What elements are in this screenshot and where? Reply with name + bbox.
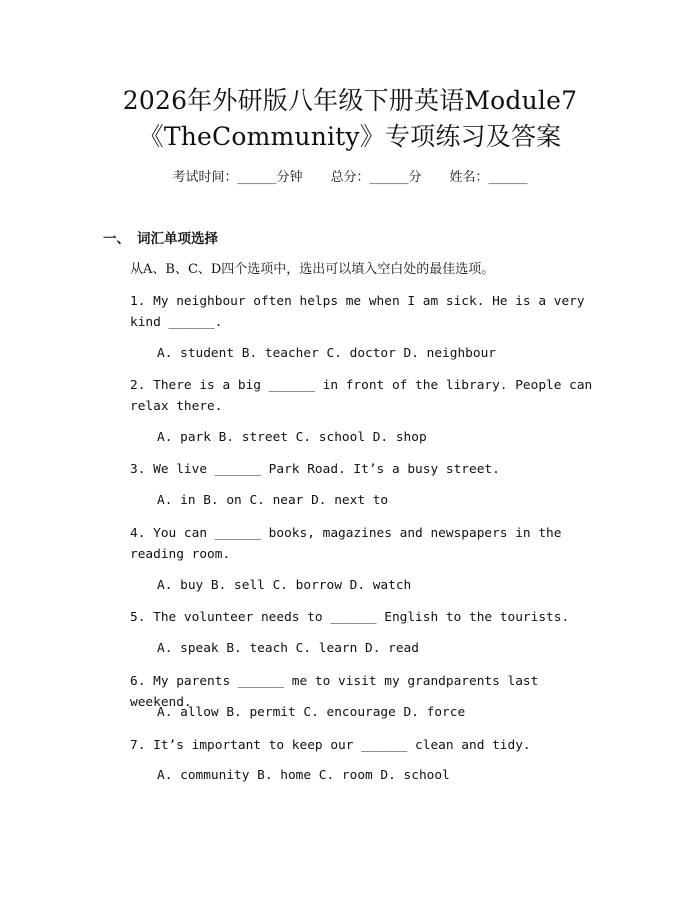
question-3 <box>103 459 593 480</box>
section-heading <box>103 229 218 249</box>
document-title-line1: 2026年外研版八年级下册英语Module7 <box>122 86 578 115</box>
question-3-options: A. in B. on C. near D. next to <box>157 493 389 508</box>
question-5 <box>103 607 593 628</box>
question-text: 4. You can ______ books, magazines and newspapers in the reading room. <box>130 526 562 562</box>
question-1-options: A. student B. teacher C. doctor D. neighbour <box>157 346 496 361</box>
question-2 <box>103 375 593 417</box>
question-text: 2. There is a big ______ in front of the library. People can relax there. <box>130 378 593 414</box>
question-7-options: A. community B. home C. room D. school <box>157 768 450 783</box>
exam-time: 考试时间：______分钟 <box>172 170 303 185</box>
student-name: 姓名：______ <box>449 170 528 185</box>
question-text: 5. The volunteer needs to ______ English to the tourists. <box>130 610 570 625</box>
question-text: 7. It’s important to keep our ______ clean and tidy. <box>130 738 531 753</box>
section-instruction: 从A、B、C、D四个选项中，选出可以填入空白处的最佳选项。 <box>130 262 495 277</box>
exam-meta <box>0 168 700 188</box>
question-7 <box>103 735 593 756</box>
question-4-options: A. buy B. sell C. borrow D. watch <box>157 578 412 593</box>
question-2-options: A. park B. street C. school D. shop <box>157 430 427 445</box>
section-title: 词汇单项选择 <box>137 231 218 247</box>
document-title-line2: 《TheCommunity》专项练习及答案 <box>138 122 562 151</box>
section-number: 一、 <box>103 231 130 247</box>
question-1 <box>103 291 593 333</box>
question-text: 3. We live ______ Park Road. It’s a busy street. <box>130 462 500 477</box>
question-5-options: A. speak B. teach C. learn D. read <box>157 641 419 656</box>
question-6-options: A. allow B. permit C. encourage D. force <box>157 705 466 720</box>
question-4 <box>103 523 593 565</box>
question-text: 1. My neighbour often helps me when I am sick. He is a very kind ______. <box>130 294 585 330</box>
question-text: 6. My parents ______ me to visit my grandparents last weekend. <box>130 674 539 710</box>
exam-score: 总分：______分 <box>330 170 422 185</box>
